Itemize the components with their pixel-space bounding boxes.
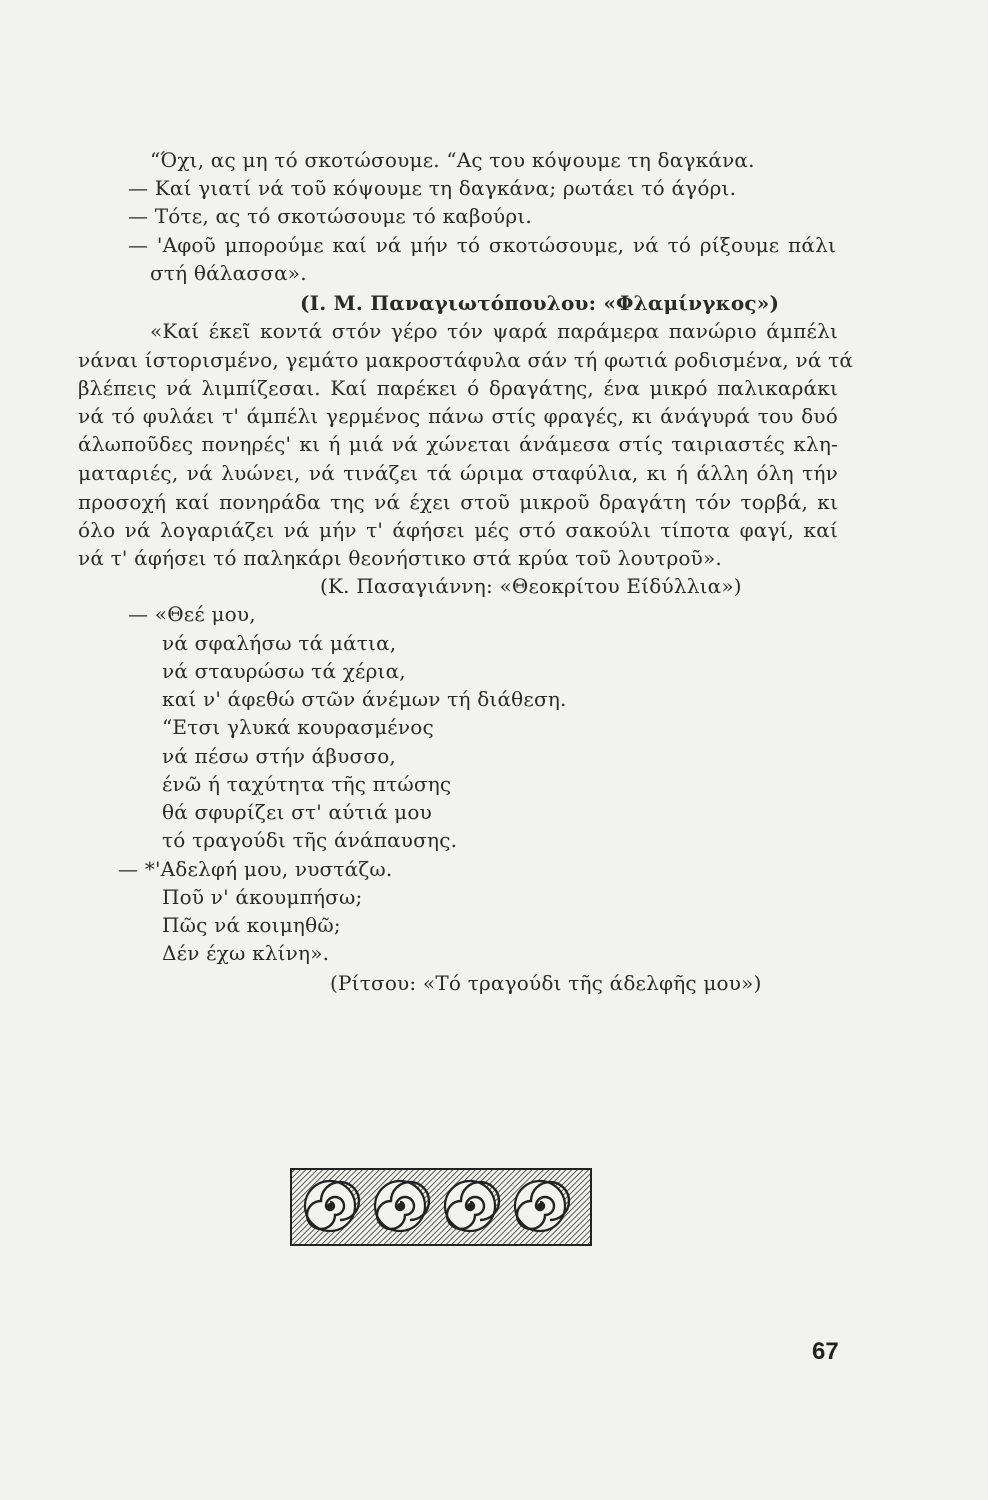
poem-line: Πῶς νά κοιμηθῶ; xyxy=(162,913,341,937)
poem-line: Ποῦ ν' άκουμπήσω; xyxy=(162,885,363,909)
poem-line: νά σταυρώσω τά χέρια, xyxy=(162,659,406,683)
text-line: — 'Αφοῦ μπορούμε καί νά μήν τό σκοτώσουμε, νά τό ρίξουμε πάλι xyxy=(128,233,836,257)
poem-line: “Ετσι γλυκά κουρασμένος xyxy=(162,715,434,739)
text-line: ματαριές, νά λυώνει, νά τινάζει τά ώριμα σταφύλια, κι ή άλλη όλη τήν xyxy=(78,461,838,485)
source-citation: (Κ. Πασαγιάννη: «Θεοκρίτου Είδύλλια») xyxy=(320,574,742,598)
source-citation: (Ρίτσου: «Τό τραγούδι τῆς άδελφῆς μου») xyxy=(330,971,762,995)
text-line: στή θάλασσα». xyxy=(150,261,307,285)
poem-line: τό τραγούδι τῆς άνάπαυσης. xyxy=(162,828,458,852)
text-line: «Καί έκεῖ κοντά στόν γέρο τόν ψαρά παράμερα πανώριο άμπέλι xyxy=(150,319,838,343)
text-line: — Τότε, ας τό σκοτώσουμε τό καβούρι. xyxy=(128,204,532,228)
text-line: “Όχι, ας μη τό σκοτώσουμε. “Ας του κόψουμε τη δαγκάνα. xyxy=(150,148,755,172)
text-line: άλωποῦδες πονηρές' κι ή μιά νά χώνεται άνάμεσα στίς ταιριαστές κλη- xyxy=(78,432,838,456)
poem-line: νά πέσω στήν άβυσσο, xyxy=(162,744,396,768)
poem-line: — *'Αδελφή μου, νυστάζω. xyxy=(118,857,393,881)
text-line: νά τό φυλάει τ' άμπέλι γερμένος πάνω στίς φραγές, κι άνάγυρά του δυό xyxy=(78,404,838,428)
source-citation: (Ι. Μ. Παναγιωτόπουλου: «Φλαμίνγκος») xyxy=(300,291,780,315)
text-line: προσοχή καί πονηράδα της νά έχει στοῦ μικροῦ δραγάτη τόν τορβά, κι xyxy=(78,490,838,514)
text-line: βλέπεις νά λιμπίζεσαι. Καί παρέκει ό δραγάτης, ένα μικρό παλικαράκι xyxy=(78,376,838,400)
poem-line: — «Θεέ μου, xyxy=(128,602,256,626)
text-line: νά τ' άφήσει τό παληκάρι θεονήστικο στά κρύα τοῦ λουτροῦ». xyxy=(78,546,722,570)
page-number: 67 xyxy=(812,1338,839,1365)
poem-line: θά σφυρίζει στ' αύτιά μου xyxy=(162,800,432,824)
poem-line: νά σφαλήσω τά μάτια, xyxy=(162,631,397,655)
text-line: νάναι ίστορισμένο, γεμάτο μακροστάφυλα σάν τή φωτιά ροδισμένα, νά τά xyxy=(78,348,854,372)
poem-line: ένῶ ή ταχύτητα τῆς πτώσης xyxy=(162,772,452,796)
text-line: — Καί γιατί νά τοῦ κόψουμε τη δαγκάνα; ρωτάει τό άγόρι. xyxy=(128,176,737,200)
text-line: όλο νά λογαριάζει νά μήν τ' άφήσει μές στό σακούλι τίποτα φαγί, καί xyxy=(78,518,838,542)
poem-line: Δέν έχω κλίνη». xyxy=(162,941,330,965)
wave-spiral-ornament-icon xyxy=(290,1168,592,1246)
poem-line: καί ν' άφεθώ στῶν άνέμων τή διάθεση. xyxy=(162,687,567,711)
